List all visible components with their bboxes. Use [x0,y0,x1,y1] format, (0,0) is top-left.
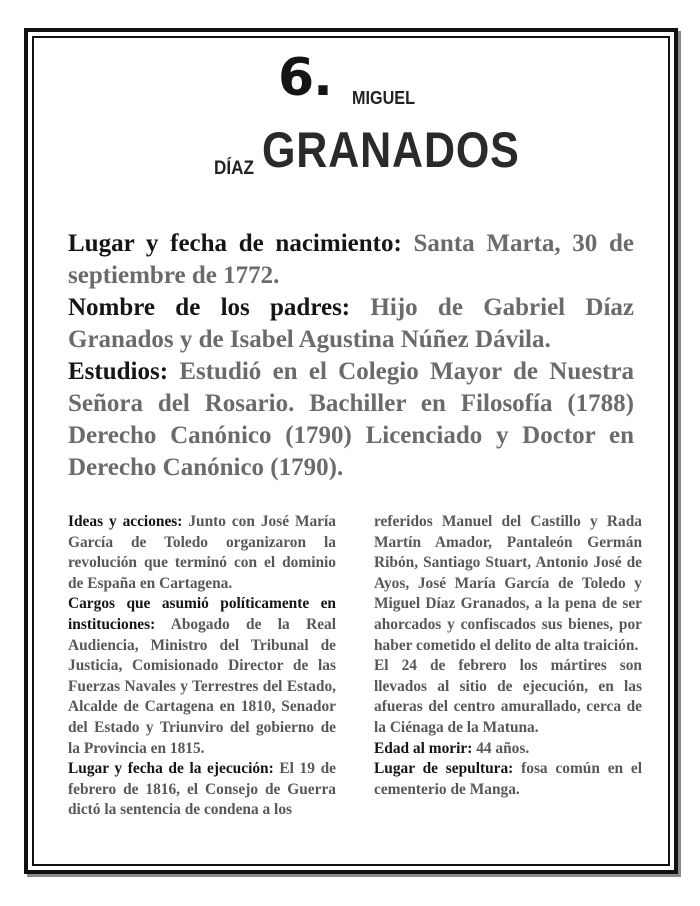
studies-label: Estudios: [68,358,169,385]
cargos-label: Cargos que asumió políticamente en instituciones: [68,595,336,633]
birth-label: Lugar y fecha de nacimiento: [68,230,402,257]
age-label: Edad al morir: [374,739,473,757]
parents-label: Nombre de los padres: [68,294,351,321]
birth-paragraph [68,228,634,292]
parents-paragraph [68,292,634,356]
birth-value: Santa Marta, 30 de septiembre de 1772. [68,230,635,289]
entry-number: 6. [278,48,332,108]
main-facts [68,228,634,484]
execution-label: Lugar y fecha de la ejecución: [68,760,274,778]
execution-paragraph [68,759,336,821]
ideas-paragraph [68,512,336,594]
burial-value: fosa común en el cementerio de Manga. [374,760,642,798]
age-paragraph [374,739,642,760]
burial-label: Lugar de sepultura: [374,760,514,778]
cargos-paragraph [68,594,336,759]
execution-value: El 19 de febrero de 1816, el Consejo de Guerra dictó la sentencia de condena a los [68,760,336,819]
age-value: 44 años. [476,739,530,757]
ideas-label: Ideas y acciones: [68,513,183,530]
studies-value: Estudió en el Colegio Mayor de Nuestra Señora del Rosario. Bachiller en Filosofía (1788) Derecho Canónico (1790) Licenciado y Doctor en Derecho Canónico (1790). [68,358,635,481]
execution-day-paragraph: El 24 de febrero los mártires son llevados al sitio de ejecución, en las afueras del centro amurallado, cerca de la Ciénaga de la Matuna. [374,657,642,736]
parents-value: Hijo de Gabriel Díaz Granados y de Isabel Agustina Núñez Dávila. [68,294,634,353]
cargos-value: Abogado de la Real Audiencia, Ministro del Tribunal de Justicia, Comisionado Director de las Fuerzas Navales y Terrestres del Estado, Alcalde de Cartagena en 1810, Senador del Estado y Triunviro del gobierno de la Provincia en 1815. [68,615,336,757]
last-name: GRANADOS [262,122,520,178]
first-name: MIGUEL [352,88,415,108]
right-column [374,512,642,800]
burial-paragraph [374,759,642,800]
left-column [68,512,336,821]
first-surname: DÍAZ [214,158,254,179]
ideas-value: Junto con José María García de Toledo organizaron la revolución que terminó con el dominio de España en Cartagena. [68,513,336,592]
execution-continuation: referidos Manuel del Castillo y Rada Martín Amador, Pantaleón Germán Ribón, Santiago Stuart, Antonio José de Ayos, José María García de Toledo y Miguel Díaz Granados, a la pena de ser ahorcados y confiscados sus bienes, por haber cometido el delito de alta traición. [374,513,642,654]
studies-paragraph [68,356,634,484]
